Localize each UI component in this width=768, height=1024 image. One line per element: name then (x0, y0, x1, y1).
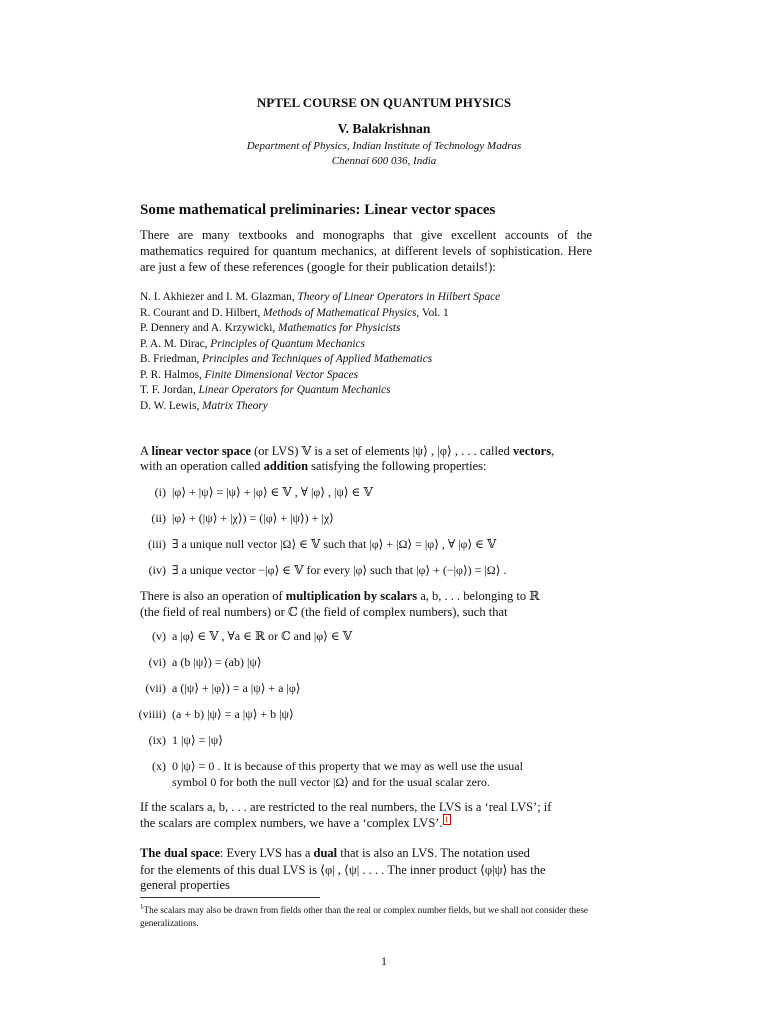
lvs-definition-line-1: A linear vector space (or LVS) 𝕍 is a set of elements |ψ⟩ , |φ⟩ , . . . called vectors, (140, 444, 555, 458)
property-item: (x) 0 |ψ⟩ = 0 . It is because of this property that we may as well use the usual (152, 759, 523, 773)
course-title: NPTEL COURSE ON QUANTUM PHYSICS (256, 95, 512, 110)
footnote-divider (140, 897, 320, 898)
property-item: (ix) 1 |ψ⟩ = |ψ⟩ (148, 733, 223, 747)
section-heading: Some mathematical preliminaries: Linear vector spaces (140, 202, 496, 218)
dual-space-line-1: The dual space: Every LVS has a dual that is also an LVS. The notation used (140, 846, 530, 860)
property-item: (vii) a (|ψ⟩ + |φ⟩) = a |ψ⟩ + a |φ⟩ (145, 681, 301, 695)
reference-item: D. W. Lewis, Matrix Theory (140, 399, 268, 412)
page-number: 1 (381, 954, 387, 968)
dual-space-line-3: general properties (140, 878, 230, 892)
property-item: (iii) ∃ a unique null vector |Ω⟩ ∈ 𝕍 such that |φ⟩ + |Ω⟩ = |φ⟩ , ∀ |φ⟩ ∈ 𝕍 (148, 537, 497, 551)
reference-item: T. F. Jordan, Linear Operators for Quantum Mechanics (140, 384, 391, 396)
footnote-link[interactable]: 1 (444, 815, 449, 824)
footnote-text: $^1$The scalars may also be drawn from fields other than the real or complex number fields, but we shall not consider these generalizations. (140, 903, 589, 930)
intro-paragraph: There are many textbooks and monographs that give excellent accounts of the mathematics required for quantum mechanics, at different levels of sophistication. Here are just a few of these references (google for their publication details!): (140, 228, 592, 274)
author-name: V. Balakrishnan (337, 121, 431, 136)
real-complex-line-1: If the scalars a, b, . . . are restricted to the real numbers, the LVS is a ‘real LVS’; if (140, 800, 552, 814)
scalar-definition-line-2: (the field of real numbers) or ℂ (the field of complex numbers), such that (140, 605, 508, 619)
scalar-definition-line-1: There is also an operation of multiplication by scalars a, b, . . . belonging to ℝ (140, 589, 540, 603)
reference-item: R. Courant and D. Hilbert, Methods of Mathematical Physics, Vol. 1 (140, 306, 449, 319)
property-item: (iv) ∃ a unique vector −|φ⟩ ∈ 𝕍 for every |φ⟩ such that |φ⟩ + (−|φ⟩) = |Ω⟩ . (148, 563, 507, 577)
reference-item: B. Friedman, Principles and Techniques of Applied Mathematics (140, 353, 433, 365)
reference-item: P. Dennery and A. Krzywicki, Mathematics for Physicists (140, 322, 401, 334)
property-item: (vi) a (b |ψ⟩) = (ab) |ψ⟩ (148, 655, 262, 669)
real-complex-line-2: the scalars are complex numbers, we have a ‘complex LVS’. $^1$ (140, 815, 449, 831)
property-item: (i) |φ⟩ + |ψ⟩ = |ψ⟩ + |φ⟩ ∈ 𝕍 , ∀ |φ⟩ , |ψ⟩ ∈ 𝕍 (154, 485, 373, 499)
property-item-continuation: symbol 0 for both the null vector |Ω⟩ and for the usual scalar zero. (172, 775, 490, 789)
property-item: (v) a |φ⟩ ∈ 𝕍 , ∀a ∈ ℝ or ℂ and |φ⟩ ∈ 𝕍 (152, 629, 353, 643)
property-item: (ii) |φ⟩ + (|ψ⟩ + |χ⟩) = (|φ⟩ + |ψ⟩) + |χ⟩ (151, 511, 334, 525)
affiliation-line-2: Chennai 600 036, India (331, 155, 437, 167)
lvs-definition-line-2: with an operation called addition satisfying the following properties: (140, 459, 487, 473)
dual-space-line-2: for the elements of this dual LVS is ⟨φ| , ⟨ψ| . . . . The inner product ⟨φ|ψ⟩ has the (140, 863, 546, 877)
reference-item: P. A. M. Dirac, Principles of Quantum Mechanics (140, 337, 365, 350)
affiliation-line-1: Department of Physics, Indian Institute of Technology Madras (246, 140, 522, 152)
reference-item: N. I. Akhiezer and I. M. Glazman, Theory of Linear Operators in Hilbert Space (140, 291, 501, 303)
reference-item: P. R. Halmos, Finite Dimensional Vector Spaces (140, 368, 359, 381)
property-item: (viiii) (a + b) |ψ⟩ = a |ψ⟩ + b |ψ⟩ (138, 707, 294, 721)
